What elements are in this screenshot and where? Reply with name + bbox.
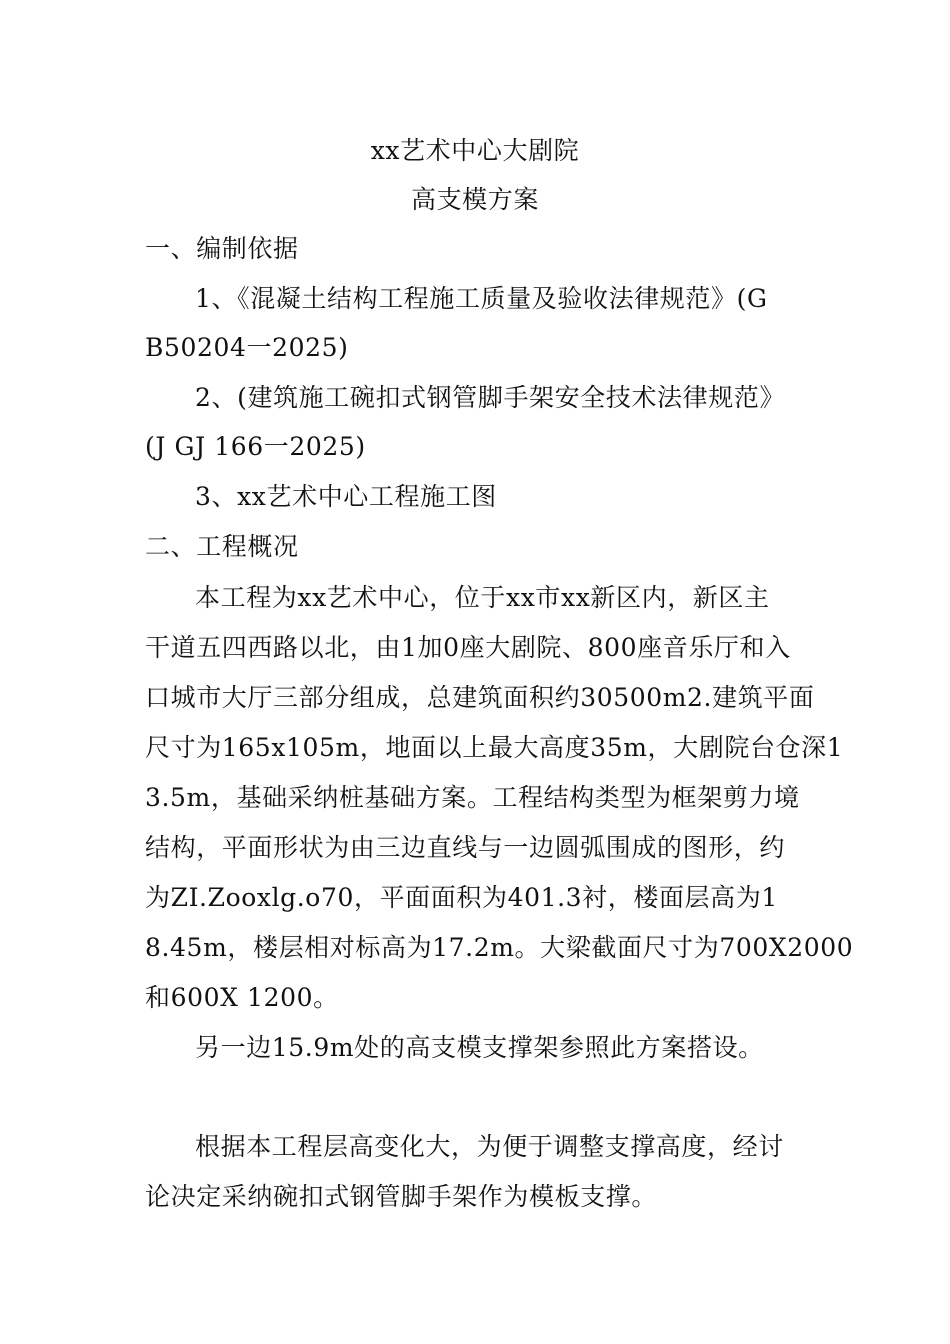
support-decision-paragraph-line: 论决定采纳碗扣式钢管脚手架作为模板支撑。 <box>145 1182 658 1211</box>
overview-paragraph-line: 为ZI.Zooxlg.o70，平面面积为401.3衬，楼面层高为1 <box>145 883 778 912</box>
overview-paragraph-line: 8.45m，楼层相对标高为17.2m。大梁截面尺寸为700X2000 <box>145 933 854 962</box>
overview-paragraph-line: 干道五四西路以北，由1加0座大剧院、800座音乐厅和入 <box>145 633 791 662</box>
document-title: xx艺术中心大剧院 <box>370 136 580 165</box>
document-subtitle: 高支模方案 <box>410 185 539 214</box>
overview-paragraph-line: 本工程为xx艺术中心，位于xx市xx新区内，新区主 <box>195 583 770 612</box>
overview-paragraph-line: 结构，平面形状为由三边直线与一边圆弧围成的图形，约 <box>145 833 786 862</box>
reference-item-1-line1: 1、《混凝土结构工程施工质量及验收法律规范》(G <box>195 284 768 313</box>
reference-note-paragraph: 另一边15.9m处的高支模支撑架参照此方案搭设。 <box>195 1033 764 1062</box>
section-heading-overview: 二、工程概况 <box>145 532 299 561</box>
overview-paragraph-line: 口城市大厅三部分组成，总建筑面积约30500m2.建筑平面 <box>145 683 815 712</box>
overview-paragraph-line: 和600X 1200。 <box>145 983 339 1012</box>
reference-item-1-line2: B50204一2025) <box>145 333 349 362</box>
reference-item-2-line1: 2、(建筑施工碗扣式钢管脚手架安全技术法律规范》 <box>195 383 786 412</box>
overview-paragraph-line: 尺寸为165x105m，地面以上最大高度35m，大剧院台仓深1 <box>145 733 844 762</box>
support-decision-paragraph-line: 根据本工程层高变化大，为便于调整支撑高度，经讨 <box>195 1132 784 1161</box>
reference-item-2-line2: (J GJ 166一2025) <box>145 432 366 461</box>
reference-item-3: 3、xx艺术中心工程施工图 <box>195 482 497 511</box>
overview-paragraph-line: 3.5m，基础采纳桩基础方案。工程结构类型为框架剪力境 <box>145 783 800 812</box>
section-heading-basis: 一、编制依据 <box>145 234 299 263</box>
